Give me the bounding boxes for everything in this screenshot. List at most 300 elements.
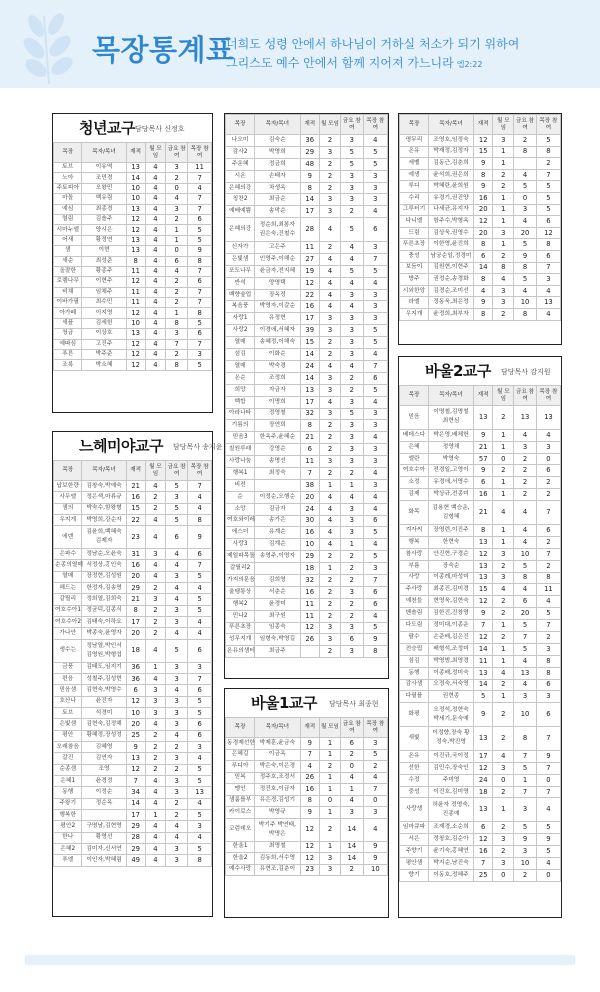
cell-mokjang: 열림 xyxy=(54,214,82,224)
cell-friday: 14 xyxy=(341,841,364,853)
cell-mokjang: 칭찬2 xyxy=(226,194,255,206)
cell-enrolled: 34 xyxy=(126,787,145,798)
cell-enrolled: 4 xyxy=(300,761,319,773)
column-header: 목장 xyxy=(226,115,255,135)
cell-monthly: 4 xyxy=(319,360,340,372)
cell-attendance: 9 xyxy=(536,750,560,762)
cell-friday: 5 xyxy=(166,639,188,662)
cell-leader: 박혜란,윤희원 xyxy=(428,181,473,193)
cell-friday: 2 xyxy=(514,869,537,881)
cell-mokjang: 헤드는 xyxy=(54,583,82,594)
cell-mokjang: 열매 xyxy=(226,360,255,372)
cell-monthly: 2 xyxy=(319,598,340,610)
cell-enrolled: 22 xyxy=(300,289,319,301)
cell-mokjang: 시온 xyxy=(226,170,255,182)
table-row xyxy=(226,784,388,796)
cell-mokjang: 시마누엘 xyxy=(54,225,82,235)
table-row xyxy=(400,727,561,751)
cell-enrolled: 13 xyxy=(126,235,145,245)
cell-leader: 최종경 xyxy=(82,204,126,214)
cell-leader: 양영택 xyxy=(255,277,300,289)
cell-monthly: 2 xyxy=(319,337,340,349)
cell-friday: 3 xyxy=(341,289,364,301)
cell-enrolled: 22 xyxy=(126,515,145,526)
cell-friday: 3 xyxy=(341,622,364,634)
cell-mokjang: 중성 xyxy=(400,786,429,798)
cell-enrolled: 9 xyxy=(300,170,319,182)
table-row xyxy=(54,492,212,503)
cell-attendance: 8 xyxy=(536,667,560,679)
cell-monthly: 4 xyxy=(319,265,340,277)
cell-enrolled: 11 xyxy=(300,242,319,254)
cell-leader: 정남열,박인서 김영원,박형섭 xyxy=(82,639,126,662)
cell-monthly: 2 xyxy=(319,444,340,456)
column-header: 금요 참여 xyxy=(341,718,364,738)
cell-friday: 3 xyxy=(166,329,188,339)
table-row xyxy=(226,610,388,622)
cell-friday: 5 xyxy=(341,408,364,420)
stats-table xyxy=(225,717,388,876)
cell-leader: 박영규 xyxy=(255,807,300,819)
cell-monthly: 0 xyxy=(493,774,514,786)
cell-enrolled: 17 xyxy=(126,617,145,628)
cell-leader: 송가은 xyxy=(255,515,300,527)
table-row xyxy=(226,818,388,841)
cell-attendance: 6 xyxy=(363,372,387,384)
cell-attendance: 4 xyxy=(536,308,560,320)
cell-leader: 오정숙,서숙영 xyxy=(428,679,473,691)
cell-friday: 2 xyxy=(166,287,188,297)
table-row xyxy=(226,349,388,361)
cell-enrolled: 29 xyxy=(126,844,145,855)
cell-mokjang: 임마큐파 xyxy=(400,822,429,834)
cell-leader: 이경애,서혜자 xyxy=(255,325,300,337)
cell-enrolled: 10 xyxy=(300,539,319,551)
cell-monthly: 1 xyxy=(493,477,514,489)
cell-monthly: 4 xyxy=(145,163,166,173)
cell-leader: 서정상,홍인숙 xyxy=(82,560,126,571)
cell-mokjang: 푸른초장 xyxy=(400,239,429,251)
table-row xyxy=(226,372,388,384)
cell-monthly: 1 xyxy=(493,620,514,632)
table-row xyxy=(54,256,212,266)
cell-leader: 황혜정,장성정 xyxy=(82,730,126,741)
table-row xyxy=(400,192,561,204)
table-row xyxy=(226,170,388,182)
cell-friday: 8 xyxy=(514,572,537,584)
cell-attendance: 3 xyxy=(363,182,387,194)
cell-enrolled: 10 xyxy=(126,194,145,204)
cell-enrolled: 16 xyxy=(474,846,493,858)
table-row xyxy=(226,527,388,539)
cell-mokjang: 부름 xyxy=(400,560,429,572)
cell-attendance: 4 xyxy=(363,772,387,784)
cell-attendance: 4 xyxy=(188,832,212,843)
table-row xyxy=(400,285,561,297)
cell-monthly: 1 xyxy=(493,192,514,204)
cell-monthly: 4 xyxy=(145,515,166,526)
cell-leader: 김상욱,권영수 xyxy=(428,227,473,239)
cell-mokjang: 여호수아2 xyxy=(54,617,82,628)
table-row xyxy=(226,301,388,313)
cell-mokjang: 한울1 xyxy=(226,841,255,853)
cell-enrolled: 14 xyxy=(126,798,145,809)
table-row xyxy=(54,730,212,741)
cell-leader: 정순희,최봉자 권은숙,진철수 xyxy=(255,218,300,242)
cell-attendance: 6 xyxy=(188,719,212,730)
cell-monthly: 1 xyxy=(493,691,514,703)
cell-monthly: 1 xyxy=(145,809,166,820)
column-header: 목장 xyxy=(54,461,82,481)
cell-enrolled: 29 xyxy=(300,146,319,158)
cell-enrolled: 26 xyxy=(300,772,319,784)
cell-friday: 3 xyxy=(341,170,364,182)
cell-friday: 2 xyxy=(341,372,364,384)
stats-table xyxy=(53,142,212,371)
cell-friday: 3 xyxy=(341,325,364,337)
cell-monthly: 2 xyxy=(319,420,340,432)
table-row xyxy=(226,218,388,242)
cell-mokjang: 사무엘 xyxy=(54,492,82,503)
cell-attendance: 5 xyxy=(188,360,212,370)
cell-leader: 서춘순 xyxy=(255,586,300,598)
cell-monthly: 3 xyxy=(319,634,340,646)
cell-friday: 0 xyxy=(341,761,364,773)
cell-leader: 석경미 xyxy=(82,707,126,718)
cell-mokjang: 믿복 xyxy=(226,772,255,784)
cell-enrolled: 29 xyxy=(126,821,145,832)
panel-cheongnyeon xyxy=(52,113,213,413)
cell-enrolled: 19 xyxy=(300,265,319,277)
cell-mokjang: 수리 xyxy=(400,192,429,204)
cell-enrolled: 27 xyxy=(300,253,319,265)
table-header-row xyxy=(54,461,212,481)
table-row xyxy=(54,339,212,349)
table-row xyxy=(400,857,561,869)
cell-friday: 5 xyxy=(341,218,364,242)
cell-attendance: 5 xyxy=(536,192,560,204)
cell-enrolled: 17 xyxy=(474,750,493,762)
cell-enrolled: 32 xyxy=(300,408,319,420)
cell-attendance: 3 xyxy=(536,274,560,286)
column-header: 목장 xyxy=(54,143,82,163)
cell-friday: 0 xyxy=(514,192,537,204)
table-row xyxy=(226,574,388,586)
cell-enrolled: 6 xyxy=(474,250,493,262)
cell-mokjang: 향기 xyxy=(400,869,429,881)
cell-monthly: 4 xyxy=(145,673,166,684)
cell-friday: 3 xyxy=(514,798,537,822)
cell-friday: 4 xyxy=(514,584,537,596)
cell-friday: 2 xyxy=(514,453,537,465)
cell-enrolled: 9 xyxy=(300,738,319,750)
cell-monthly: 3 xyxy=(493,857,514,869)
cell-attendance: 4 xyxy=(188,503,212,514)
cell-attendance: 8 xyxy=(536,146,560,158)
column-header: 금요 참여 xyxy=(514,386,537,406)
cell-enrolled: 7 xyxy=(126,775,145,786)
cell-friday: 1 xyxy=(341,479,364,491)
cell-attendance: 4 xyxy=(363,539,387,551)
cell-mokjang: 백향숲업 xyxy=(226,289,255,301)
cell-friday: 8 xyxy=(514,146,537,158)
cell-mokjang: 보듬이 xyxy=(400,262,429,274)
cell-mokjang: 온유의샘터 xyxy=(226,646,255,658)
cell-mokjang: 행복 xyxy=(400,536,429,548)
cell-mokjang: 소망 xyxy=(226,503,255,515)
cell-mokjang: 오래참음 xyxy=(54,741,82,752)
cell-enrolled: 38 xyxy=(300,479,319,491)
table-row xyxy=(226,807,388,819)
cell-monthly: 2 xyxy=(319,551,340,563)
cell-attendance: 2 xyxy=(536,158,560,170)
cell-enrolled: 8 xyxy=(300,420,319,432)
cell-monthly: 4 xyxy=(493,667,514,679)
cell-monthly: 1 xyxy=(493,655,514,667)
cell-attendance: 8 xyxy=(188,256,212,266)
cell-monthly: 3 xyxy=(493,834,514,846)
cell-leader: 이진호,김미영 xyxy=(428,786,473,798)
cell-leader: 송혜정,이해숙 xyxy=(255,337,300,349)
cell-mokjang: 라엘 xyxy=(400,297,429,309)
cell-attendance: 7 xyxy=(363,784,387,796)
table-row xyxy=(400,465,561,477)
cell-attendance: 6 xyxy=(536,524,560,536)
cell-enrolled: 12 xyxy=(126,696,145,707)
cell-friday: 3 xyxy=(341,194,364,206)
table-row xyxy=(226,396,388,408)
cell-monthly: 1 xyxy=(319,841,340,853)
cell-friday: 4 xyxy=(166,560,188,571)
cell-mokjang: 복음풍 xyxy=(226,301,255,313)
cell-attendance: 4 xyxy=(536,857,560,869)
cell-monthly: 1 xyxy=(493,204,514,216)
cell-mokjang: 동행 xyxy=(400,667,429,679)
cell-friday: 2 xyxy=(514,477,537,489)
cell-monthly: 4 xyxy=(145,798,166,809)
cell-friday: 6 xyxy=(166,526,188,549)
cell-monthly: 3 xyxy=(145,685,166,696)
cell-enrolled: 16 xyxy=(474,489,493,501)
table-row xyxy=(54,298,212,308)
cell-mokjang: 가나안 xyxy=(54,628,82,639)
cell-monthly: 1 xyxy=(319,772,340,784)
cell-leader: 김솔주 xyxy=(82,214,126,224)
cell-enrolled: 16 xyxy=(300,527,319,539)
cell-attendance: 6 xyxy=(536,465,560,477)
cell-enrolled: 12 xyxy=(474,596,493,608)
cell-monthly: 4 xyxy=(145,173,166,183)
cell-leader: 이인자,박혜림 xyxy=(82,855,126,866)
cell-monthly: 8 xyxy=(493,262,514,274)
cell-monthly: 3 xyxy=(319,372,340,384)
cell-attendance: 7 xyxy=(188,339,212,349)
cell-leader: 윤금자,전지혜 xyxy=(255,265,300,277)
cell-monthly: 3 xyxy=(493,135,514,147)
cell-attendance: 7 xyxy=(536,727,560,751)
table-row xyxy=(226,194,388,206)
cell-monthly: 1 xyxy=(493,489,514,501)
cell-monthly: 4 xyxy=(493,750,514,762)
cell-enrolled: 10 xyxy=(126,183,145,193)
table-row xyxy=(54,605,212,616)
cell-enrolled: 9 xyxy=(474,608,493,620)
cell-mokjang: 예배예쁨 xyxy=(226,206,255,218)
cell-leader: 이진규,국이정 xyxy=(428,750,473,762)
cell-friday: 4 xyxy=(166,549,188,560)
cell-mokjang: 주사랑 xyxy=(400,584,429,596)
cell-mokjang: 행복1 xyxy=(226,467,255,479)
cell-leader: 김숙순 xyxy=(255,135,300,147)
cell-enrolled: 12 xyxy=(300,277,319,289)
cell-friday: 5 xyxy=(514,239,537,251)
cell-friday: 4 xyxy=(514,524,537,536)
cell-friday: 3 xyxy=(341,337,364,349)
cell-monthly: 4 xyxy=(319,503,340,515)
cell-enrolled: 11 xyxy=(126,287,145,297)
cell-leader: 정희열,김희숙 xyxy=(82,594,126,605)
cell-attendance: 5 xyxy=(536,204,560,216)
cell-leader: 정순옥 xyxy=(82,798,126,809)
cell-mokjang: 기름의 xyxy=(226,420,255,432)
cell-attendance: 3 xyxy=(536,643,560,655)
cell-attendance: 5 xyxy=(188,594,212,605)
cell-attendance: 4 xyxy=(188,798,212,809)
cell-monthly: 2 xyxy=(319,467,340,479)
table-row xyxy=(226,491,388,503)
column-header: 월 모임 xyxy=(493,386,514,406)
cell-enrolled: 28 xyxy=(126,832,145,843)
cell-mokjang: 샘의 xyxy=(54,503,82,514)
column-header: 재적 xyxy=(300,115,319,135)
cell-monthly: 2 xyxy=(145,583,166,594)
table-row xyxy=(54,764,212,775)
cell-mokjang: 루디 xyxy=(400,181,429,193)
cell-friday: 3 xyxy=(166,204,188,214)
cell-attendance: 4 xyxy=(363,467,387,479)
cell-attendance: 6 xyxy=(536,216,560,228)
cell-leader: 이동호,정혜주 xyxy=(428,869,473,881)
cell-enrolled: 9 xyxy=(474,429,493,441)
cell-monthly: 2 xyxy=(319,182,340,194)
cell-monthly: 4 xyxy=(145,266,166,276)
cell-friday: 3 xyxy=(341,349,364,361)
cell-mokjang: 마돌 xyxy=(54,194,82,204)
cell-mokjang: 청금 xyxy=(54,329,82,339)
cell-monthly: 4 xyxy=(145,277,166,287)
cell-friday: 3 xyxy=(341,515,364,527)
stats-table xyxy=(225,114,388,658)
cell-leader: 장옥정 xyxy=(255,289,300,301)
cell-attendance: 8 xyxy=(536,239,560,251)
cell-enrolled: 31 xyxy=(126,549,145,560)
cell-monthly: 2 xyxy=(493,250,514,262)
cell-mokjang: 예천들 xyxy=(400,596,429,608)
cell-monthly: 3 xyxy=(319,384,340,396)
cell-monthly: 3 xyxy=(319,325,340,337)
cell-enrolled: 13 xyxy=(126,163,145,173)
cell-friday: 2 xyxy=(341,206,364,218)
cell-mokjang: 푸른초장 xyxy=(226,622,255,634)
cell-enrolled: 25 xyxy=(474,869,493,881)
cell-enrolled: 12 xyxy=(474,834,493,846)
cell-enrolled: 12 xyxy=(474,135,493,147)
table-row xyxy=(226,738,388,750)
table-row xyxy=(54,594,212,605)
cell-friday: 4 xyxy=(514,216,537,228)
table-row xyxy=(54,719,212,730)
cell-mokjang: 은빛샘 xyxy=(226,253,255,265)
table-row xyxy=(400,608,561,620)
cell-attendance: 5 xyxy=(188,235,212,245)
table-row xyxy=(400,643,561,655)
cell-monthly: 4 xyxy=(145,308,166,318)
cell-leader: 이현 xyxy=(82,246,126,256)
cell-friday: 2 xyxy=(514,489,537,501)
cell-mokjang: 예수사랑 xyxy=(226,864,255,876)
table-row xyxy=(400,703,561,727)
cell-friday: 9 xyxy=(514,250,537,262)
cell-mokjang: 은빛샘 xyxy=(54,719,82,730)
cell-monthly: 4 xyxy=(145,235,166,245)
cell-enrolled: 14 xyxy=(474,643,493,655)
cell-enrolled: 17 xyxy=(300,313,319,325)
cell-leader xyxy=(82,809,126,820)
table-row xyxy=(226,420,388,432)
cell-leader: 최명철 xyxy=(255,841,300,853)
cell-leader: 최정숙 xyxy=(255,467,300,479)
cell-leader: 안진현,구경순 xyxy=(428,548,473,560)
cell-friday: 7 xyxy=(166,339,188,349)
cell-leader: 임채주 xyxy=(82,287,126,297)
cell-mokjang: 엘란 xyxy=(400,453,429,465)
cell-attendance: 4 xyxy=(363,432,387,444)
cell-monthly: 2 xyxy=(319,646,340,658)
cell-monthly: 4 xyxy=(493,584,514,596)
cell-monthly: 4 xyxy=(145,832,166,843)
cell-enrolled: 12 xyxy=(300,853,319,865)
cell-attendance: 3 xyxy=(363,456,387,468)
table-row xyxy=(400,822,561,834)
cell-monthly: 3 xyxy=(493,227,514,239)
cell-mokjang: 소정 xyxy=(400,477,429,489)
cell-monthly: 2 xyxy=(319,170,340,182)
column-header: 목자/목녀 xyxy=(255,115,300,135)
cell-monthly: 2 xyxy=(145,741,166,752)
cell-leader: 윤진자 xyxy=(82,696,126,707)
cell-monthly: 1 xyxy=(319,563,340,575)
cell-leader: 이한영,윤진희 xyxy=(428,239,473,251)
cell-attendance: 7 xyxy=(188,173,212,183)
cell-mokjang: 감사샘 xyxy=(400,679,429,691)
column-header: 재적 xyxy=(126,143,145,163)
cell-leader: 정금희 xyxy=(255,158,300,170)
cell-mokjang: 백합 xyxy=(226,396,255,408)
cell-friday: 6 xyxy=(341,634,364,646)
verse-line-1: 너희도 성령 안에서 하나님이 거하실 처소가 되기 위하여 xyxy=(226,37,520,51)
cell-monthly: 1 xyxy=(493,429,514,441)
cell-enrolled: 13 xyxy=(126,329,145,339)
cell-attendance: 9 xyxy=(363,841,387,853)
cell-leader: 장연희 xyxy=(255,420,300,432)
cell-leader: 한현숙 xyxy=(428,536,473,548)
table-row xyxy=(226,551,388,563)
table-row xyxy=(226,337,388,349)
cell-enrolled: 36 xyxy=(126,662,145,673)
cell-mokjang: 서은 xyxy=(400,834,429,846)
cell-mokjang: 은혜길 xyxy=(226,749,255,761)
cell-friday: 10 xyxy=(514,857,537,869)
